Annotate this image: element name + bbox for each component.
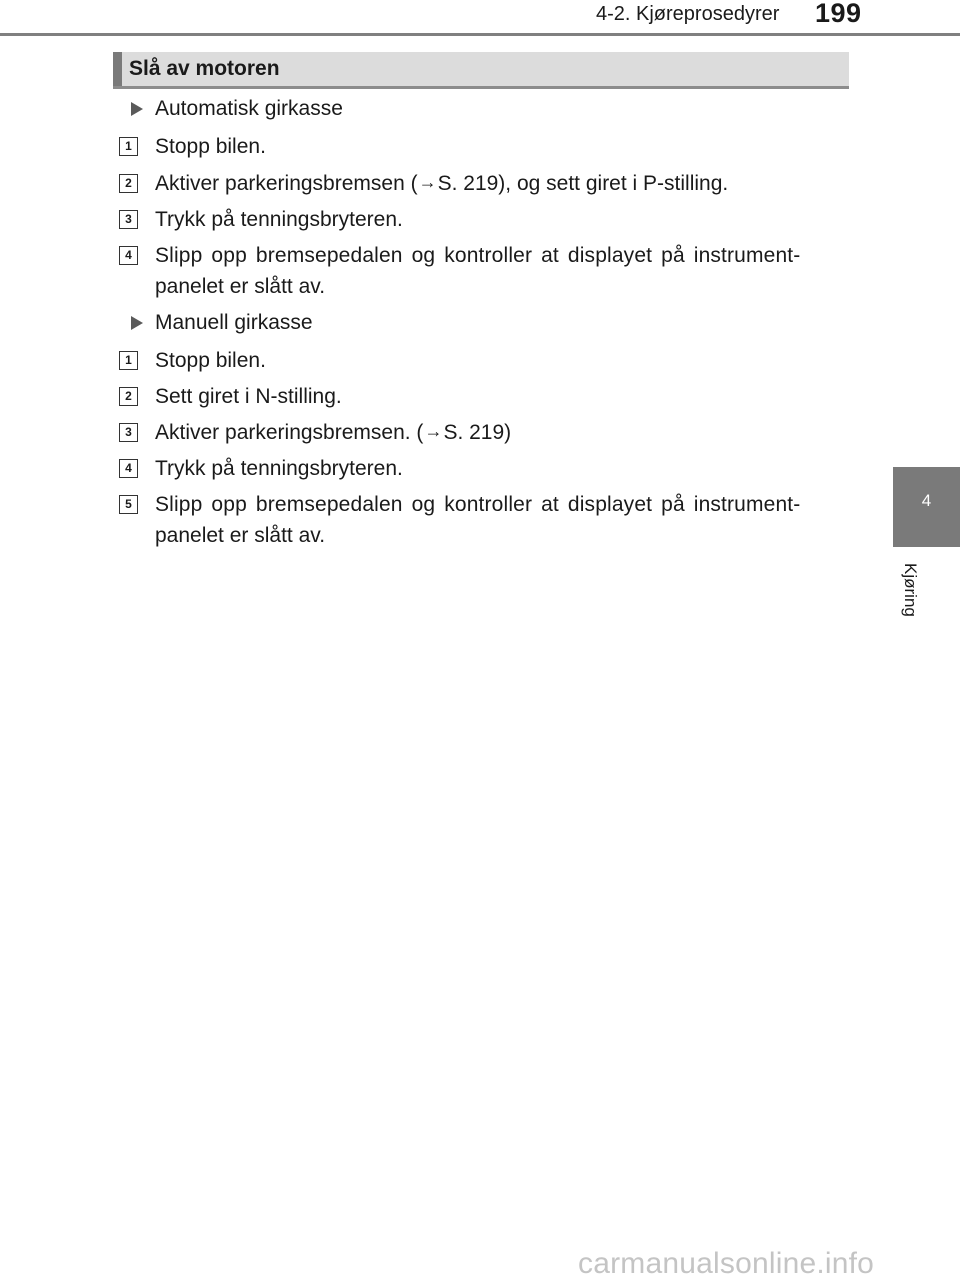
page-reference-arrow-icon: →: [424, 421, 443, 441]
step-text-part: S. 219), og sett giret i P-stilling.: [437, 172, 729, 195]
step-text-line: Slipp opp bremsepedalen og kontroller at displayet på instrument-: [155, 493, 801, 516]
page-number: 199: [815, 0, 862, 28]
header-divider: [0, 33, 960, 36]
step-text-line: panelet er slått av.: [155, 524, 326, 547]
step-number-badge: 2: [119, 174, 138, 193]
step-text: Trykk på tenningsbryteren.: [155, 208, 403, 231]
step-number-badge: 3: [119, 423, 138, 442]
step-number-badge: 3: [119, 210, 138, 229]
step-number-badge: 1: [119, 137, 138, 156]
step-text: Stopp bilen.: [155, 349, 266, 372]
subheading-automatic: [131, 96, 343, 122]
step-text-part: S. 219): [443, 421, 512, 444]
chapter-label: Kjøring: [901, 563, 920, 617]
step-text-line: panelet er slått av.: [155, 275, 326, 298]
step-number-badge: 1: [119, 351, 138, 370]
step-number-badge: 5: [119, 495, 138, 514]
step-text: Sett giret i N-stilling.: [155, 385, 342, 408]
running-header-section: 4-2. Kjøreprosedyrer: [596, 3, 780, 25]
step-text-part: Aktiver parkeringsbremsen (: [155, 172, 418, 195]
step-number-badge: 2: [119, 387, 138, 406]
subheading-manual-label: Manuell girkasse: [155, 311, 313, 334]
step-number-badge: 4: [119, 246, 138, 265]
section-title: Slå av motoren: [129, 57, 280, 80]
step-text: Stopp bilen.: [155, 135, 266, 158]
chapter-tab: [893, 467, 960, 547]
step-number-badge: 4: [119, 459, 138, 478]
triangle-bullet-icon: [131, 316, 143, 330]
watermark: carmanualsonline.info: [578, 1247, 875, 1280]
step-text: [155, 168, 841, 200]
subheading-automatic-label: Automatisk girkasse: [155, 97, 343, 120]
section-bar-accent: [113, 52, 122, 86]
triangle-bullet-icon: [131, 102, 143, 116]
step-text-part: Aktiver parkeringsbremsen. (: [155, 421, 424, 444]
section-title-bar: [113, 52, 849, 89]
step-text-line: Slipp opp bremsepedalen og kontroller at displayet på instrument-: [155, 244, 801, 267]
step-text: Trykk på tenningsbryteren.: [155, 457, 403, 480]
chapter-number: 4: [921, 491, 932, 510]
step-text: [155, 417, 841, 449]
subheading-manual: [131, 310, 313, 336]
page-reference-arrow-icon: →: [418, 172, 437, 192]
